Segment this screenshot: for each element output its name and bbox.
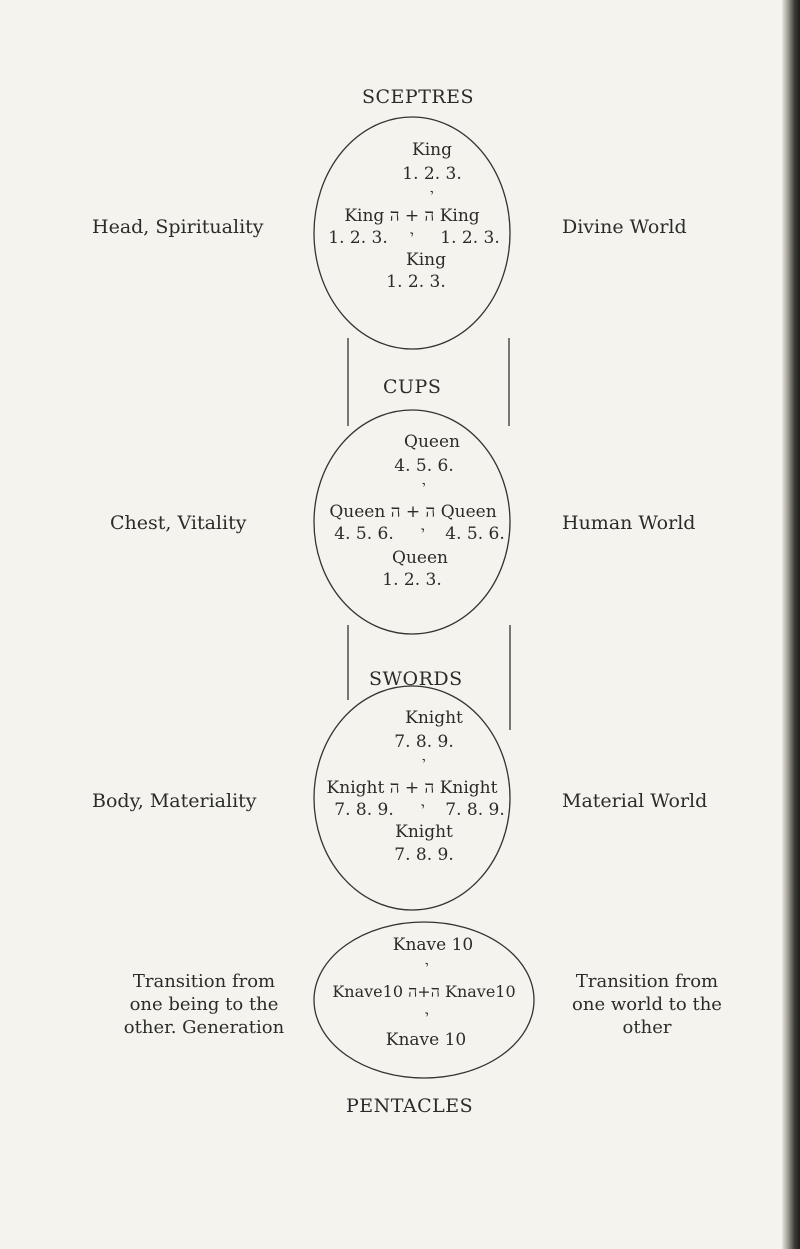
label-transition-world: Transition from one world to the other — [572, 971, 722, 1038]
label-material-world: Material World — [562, 790, 708, 812]
queen-top-name: Queen — [404, 432, 460, 452]
label-head-spirituality: Head, Spirituality — [92, 216, 264, 238]
queen-middle-line: Queen ה + ה Queen — [329, 502, 497, 522]
queen-bottom-numbers: 1. 2. 3. — [382, 570, 442, 590]
knave-bottom: Knave 10 — [385, 1030, 467, 1050]
knight-bottom-numbers: 7. 8. 9. — [394, 845, 454, 865]
king-left-numbers: 1. 2. 3. — [328, 228, 388, 248]
king-top-name: King — [412, 140, 452, 160]
label-body-materiality: Body, Materiality — [92, 790, 257, 812]
king-top-numbers: 1. 2. 3. — [402, 164, 462, 184]
label-human-world: Human World — [562, 512, 696, 534]
knight-yod-top: י — [422, 755, 426, 770]
knave-top: Knave 10 — [392, 935, 474, 955]
knight-top-numbers: 7. 8. 9. — [394, 732, 454, 752]
queen-right-numbers: 4. 5. 6. — [445, 524, 505, 544]
king-yod-mid: י — [410, 228, 414, 244]
king-middle-line: King ה + ה King — [344, 206, 480, 226]
knave-yod-bottom: י — [425, 1008, 429, 1024]
knight-top-name: Knight — [405, 708, 463, 728]
king-right-numbers: 1. 2. 3. — [440, 228, 500, 248]
knave-yod-top: י — [425, 959, 429, 974]
queen-yod-top: י — [422, 479, 426, 494]
knight-bottom-name: Knight — [395, 822, 453, 842]
knight-yod-mid: י — [421, 800, 425, 816]
knave-middle-line: Knave10 ה+ה Knave10 — [332, 982, 516, 1001]
knight-right-numbers: 7. 8. 9. — [445, 800, 505, 820]
label-transition-generation: Transition from one being to the other. Generation — [123, 971, 285, 1038]
suit-title-pentacles: PENTACLES — [346, 1095, 474, 1117]
suit-title-sceptres: SCEPTRES — [362, 86, 475, 108]
suit-title-cups: CUPS — [383, 376, 442, 398]
queen-left-numbers: 4. 5. 6. — [334, 524, 394, 544]
queen-bottom-name: Queen — [392, 548, 448, 568]
label-divine-world: Divine World — [562, 216, 687, 238]
label-chest-vitality: Chest, Vitality — [110, 512, 247, 534]
king-bottom-numbers: 1. 2. 3. — [386, 272, 446, 292]
king-yod-top: י — [430, 187, 434, 202]
knight-middle-line: Knight ה + ה Knight — [326, 778, 498, 798]
knight-left-numbers: 7. 8. 9. — [334, 800, 394, 820]
suit-title-swords: SWORDS — [369, 668, 463, 690]
king-bottom-name: King — [406, 250, 446, 270]
queen-top-numbers: 4. 5. 6. — [394, 456, 454, 476]
queen-yod-mid: י — [421, 524, 425, 540]
